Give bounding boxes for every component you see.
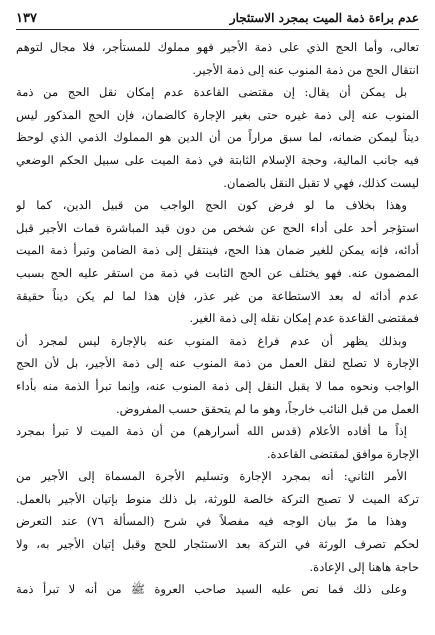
text-line: الأمر الثاني: أنه بمجرد الإجارة وتسليم الأجرة المسماة إلى الأجير من (16, 469, 407, 484)
body-text (16, 36, 419, 601)
text-line: فمقتضى القاعدة عدم إمكان نقله إلى ذمة الغير. (189, 311, 419, 326)
text-line: ليست كذلك، فهي لا تقبل النقل بالضمان. (223, 175, 419, 190)
text-line: ديناً ليمكن ضمانه، لما سبق مراراً من أن الدين هو المملوك الذمي الذي لوحظ (16, 130, 419, 145)
text-line: إذاً ما أفاده الأعلام (قدس الله أسرارهم) من أن ذمة الميت لا تبرأ بمجرد (16, 424, 407, 439)
page-number: ١٣٧ (16, 10, 37, 26)
text-line: تعالى، وأما الحج الذي على ذمة الأجير فهو مملوك للمستأجر، فلا مجال لتوهم (16, 40, 419, 54)
text-line: وهذا بخلاف ما لو فرض كون الحج الواجب من قبيل الدين، كما لو (16, 198, 407, 213)
text-line: لحكم تصرف الورثة في التركة بعد الاستئجار للحج وقبل إتيان الأجير به، ولا (16, 537, 419, 552)
header-rule (16, 29, 419, 30)
text-line: استؤجر أحد على أداء الحج عن شخص من دون قيد المباشرة فمات الأجير قبل (16, 220, 419, 235)
text-line: وهذا ما مرّ بيان الوجه فيه مفصلاً في شرح (المسألة ٧٦) عند التعرض (16, 514, 408, 529)
running-title: عدم براءة ذمة الميت بمجرد الاستئجار (229, 11, 419, 25)
text-line: الإجارة لا تصلح لنقل العمل من ذمة المنوب عنه إلى ذمة الأجير، بل لأن الحج (16, 356, 419, 371)
text-line: تركة الميت لا تصبح التركة خالصة للورثة، بل ذلك منوط بإتيان الأجير بالعمل. (16, 491, 419, 506)
text-line: فيه جانب المالية، وحجة الإسلام الثابتة في ذمة الميت على سبيل الحكم الوضعي (16, 152, 419, 167)
text-line: بل يمكن أن يقال: إن مقتضى القاعدة عدم إمكان نقل الحج من ذمة (16, 85, 407, 100)
text-line: المنوب عنه إلى ذمة غيره حتى بغير الإجارة كالضمان، فإن الحج المذكور ليس (16, 107, 419, 122)
text-line: أدائه، فإنه يمكن للغير ضمان هذا الحج، فينتقل إلى ذمة الضامن وتبرأ ذمة الميت (16, 243, 419, 258)
text-line: العمل من قبل النائب خارجاً، وهو ما لم يتحقق حسب المفروض. (115, 401, 419, 416)
text-line: انتقال الحج من ذمة المنوب عنه إلى ذمة الأجير. (192, 62, 419, 77)
text-line: وبذلك يظهر أن عدم فراغ ذمة المنوب عنه بالإجارة ليس لمجرد أن (16, 333, 407, 348)
text-line: عدم أدائه له بعد الاستطاعة من غير عذر، فإن هذا لما لم يكن ديناً حقيقة (16, 288, 419, 303)
text-line: المضمون عنه. فهو يختلف عن الحج الثابت في ذمة من استقر عليه الحج بسبب (16, 265, 419, 280)
text-line: الواجب ونحوه مما لا يقبل النقل إلى ذمة المنوب عنه، وإنما تبرأ الذمة منه بأداء (16, 378, 419, 393)
text-line: حاجة هاهنا إلى الإعادة. (309, 559, 419, 574)
text-line: وعلى ذلك فما نص عليه السيد صاحب العروة ﷺ من أنه لا تبرأ ذمة (16, 582, 407, 597)
running-header (16, 8, 419, 28)
text-line: الإجارة موافق لمقتضى القاعدة. (266, 446, 419, 461)
document-page (16, 0, 419, 635)
